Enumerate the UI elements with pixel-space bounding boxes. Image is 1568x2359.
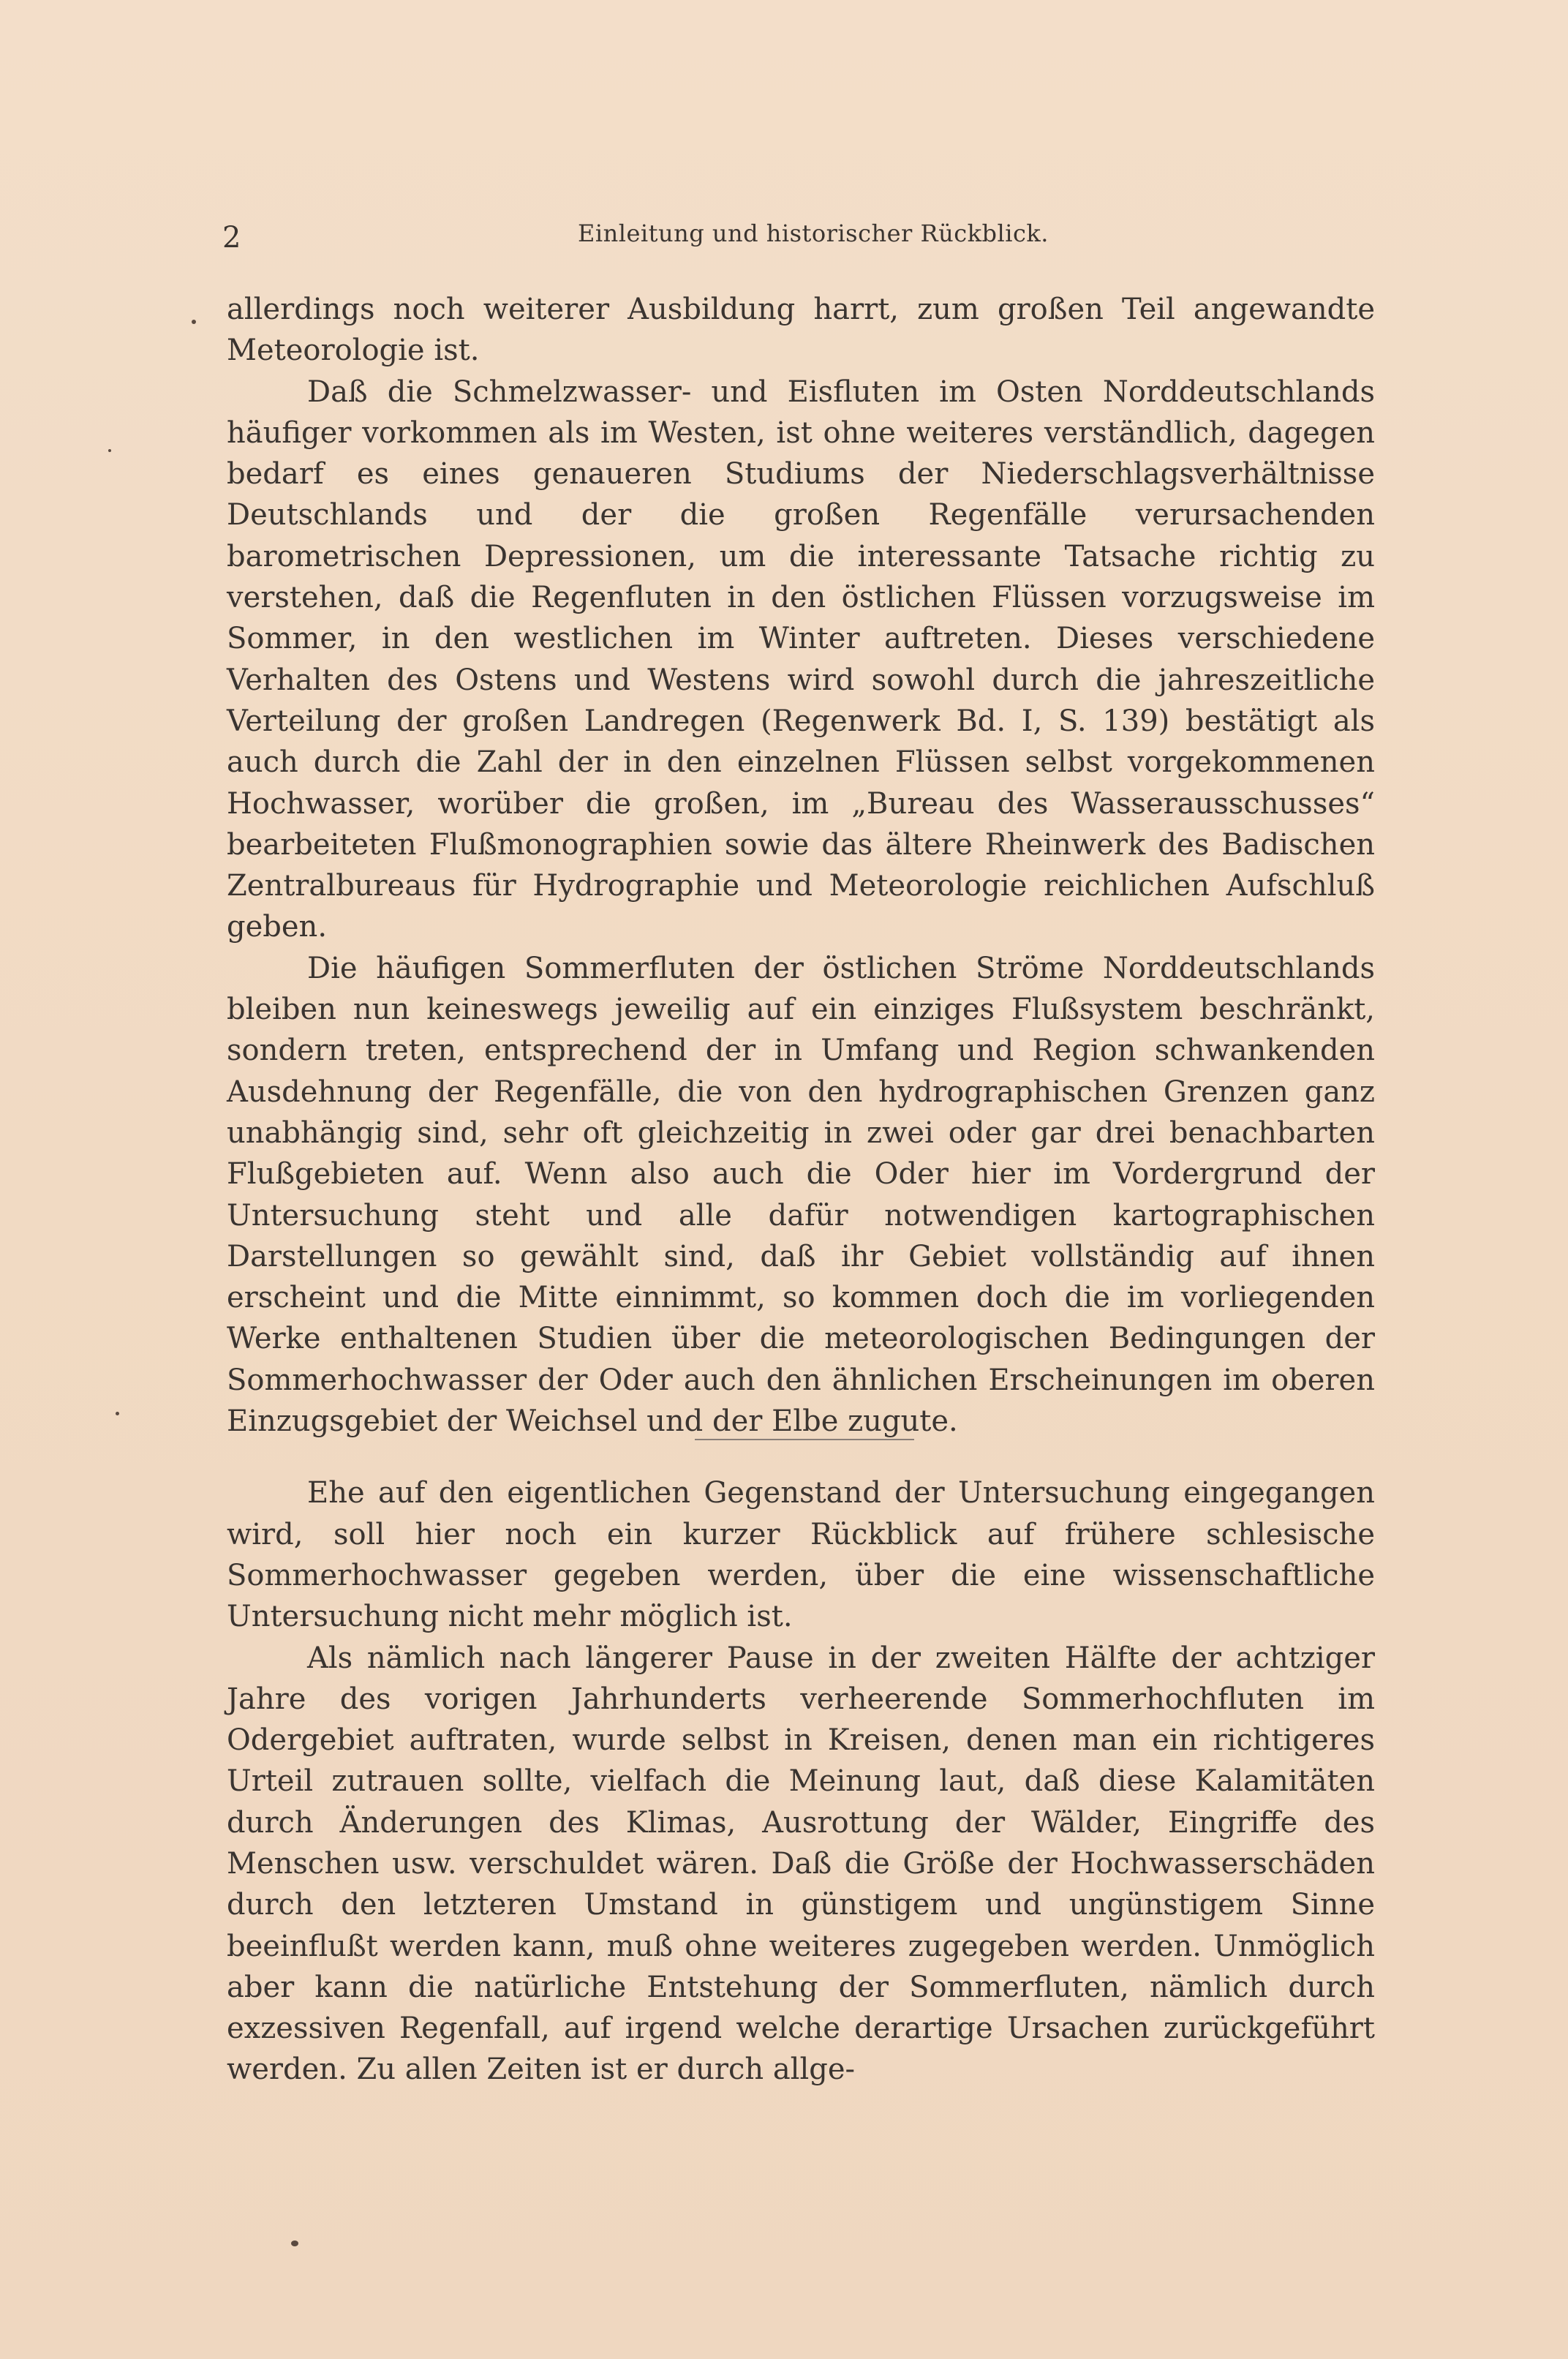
margin-speck — [116, 1412, 119, 1415]
paragraph: allerdings noch weiterer Ausbildung harrt, zum großen Teil angewandte Meteorologie ist. — [227, 293, 1375, 368]
page-header — [219, 219, 1375, 263]
paragraph: Als nämlich nach längerer Pause in der zweiten Hälfte der achtziger Jahre des vorigen Jahrhunderts verheerende Sommerhochfluten im Odergebiet auftraten, wurde selbst in Kreisen, denen man ein richtigeres Urteil zutrauen sollte, vielfach die Meinung laut, daß diese Kalamitäten durch Änderungen des Klimas, Ausrottung der Wälder, Eingriffe des Menschen usw. verschuldet wären. Daß die Größe der Hochwasserschäden durch den letzteren Umstand in günstigem und ungünstigem Sinne beeinflußt werden kann, muß ohne weiteres zugegeben werden. Unmöglich aber kann die natürliche Entstehung der Sommerfluten, nämlich durch exzessiven Regenfall, auf irgend welche derartige Ursachen zurückgeführt werden. Zu allen Zeiten ist er durch allge- — [227, 1641, 1375, 2087]
paragraph: Ehe auf den eigentlichen Gegenstand der Untersuchung eingegangen wird, soll hier noch ein kurzer Rückblick auf frühere schlesische Sommerhochwasser gegeben werden, über die eine wissenschaftliche Untersuchung nicht mehr möglich ist. — [227, 1476, 1375, 1634]
paragraph: Daß die Schmelzwasser- und Eisfluten im Osten Norddeutschlands häufiger vorkommen als im Westen, ist ohne weiteres verständlich, dagegen bedarf es eines genaueren Studiums der Niederschlagsverhältnisse Deutschlands und der die großen Regenfälle verursachenden barometrischen Depressionen, um die interessante Tatsache richtig zu verstehen, daß die Regenfluten in den östlichen Flüssen vorzugsweise im Sommer, in den westlichen im Winter auftreten. Dieses verschiedene Verhalten des Ostens und Westens wird sowohl durch die jahreszeitliche Verteilung der großen Landregen (Regenwerk Bd. I, S. 139) bestätigt als auch durch die Zahl der in den einzelnen Flüssen selbst vorgekommenen Hochwasser, worüber die großen, im „Bureau des Wasserausschusses“ bearbeiteten Flußmonographien sowie das ältere Rheinwerk des Badischen Zentralbureaus für Hydrographie und Meteorologie reichlichen Aufschluß geben. — [227, 375, 1375, 944]
margin-speck — [192, 320, 196, 324]
margin-speck — [108, 449, 111, 452]
paragraph: Die häufigen Sommerfluten der östlichen Ströme Norddeutschlands bleiben nun keineswegs jeweilig auf ein einziges Flußsystem beschränkt, sondern treten, entsprechend der in Umfang und Region schwankenden Ausdehnung der Regenfälle, die von den hydrographischen Grenzen ganz unabhängig sind, sehr oft gleichzeitig in zwei oder gar drei benachbarten Flußgebieten auf. Wenn also auch die Oder hier im Vordergrund der Untersuchung steht und alle dafür notwendigen kartographischen Darstellungen so gewählt sind, daß ihr Gebiet vollständig auf ihnen erscheint und die Mitte einnimmt, so kommen doch die im vorliegenden Werke enthaltenen Studien über die meteorologischen Bedingungen der Sommerhochwasser der Oder auch den ähnlichen Erscheinungen im oberen Einzugsgebiet der Weichsel und der Elbe zugute. — [227, 951, 1375, 1439]
margin-speck — [291, 2241, 298, 2246]
page-number: 2 — [222, 221, 241, 255]
running-title: Einleitung und historischer Rückblick. — [578, 219, 1049, 247]
main-text — [227, 289, 1375, 2091]
